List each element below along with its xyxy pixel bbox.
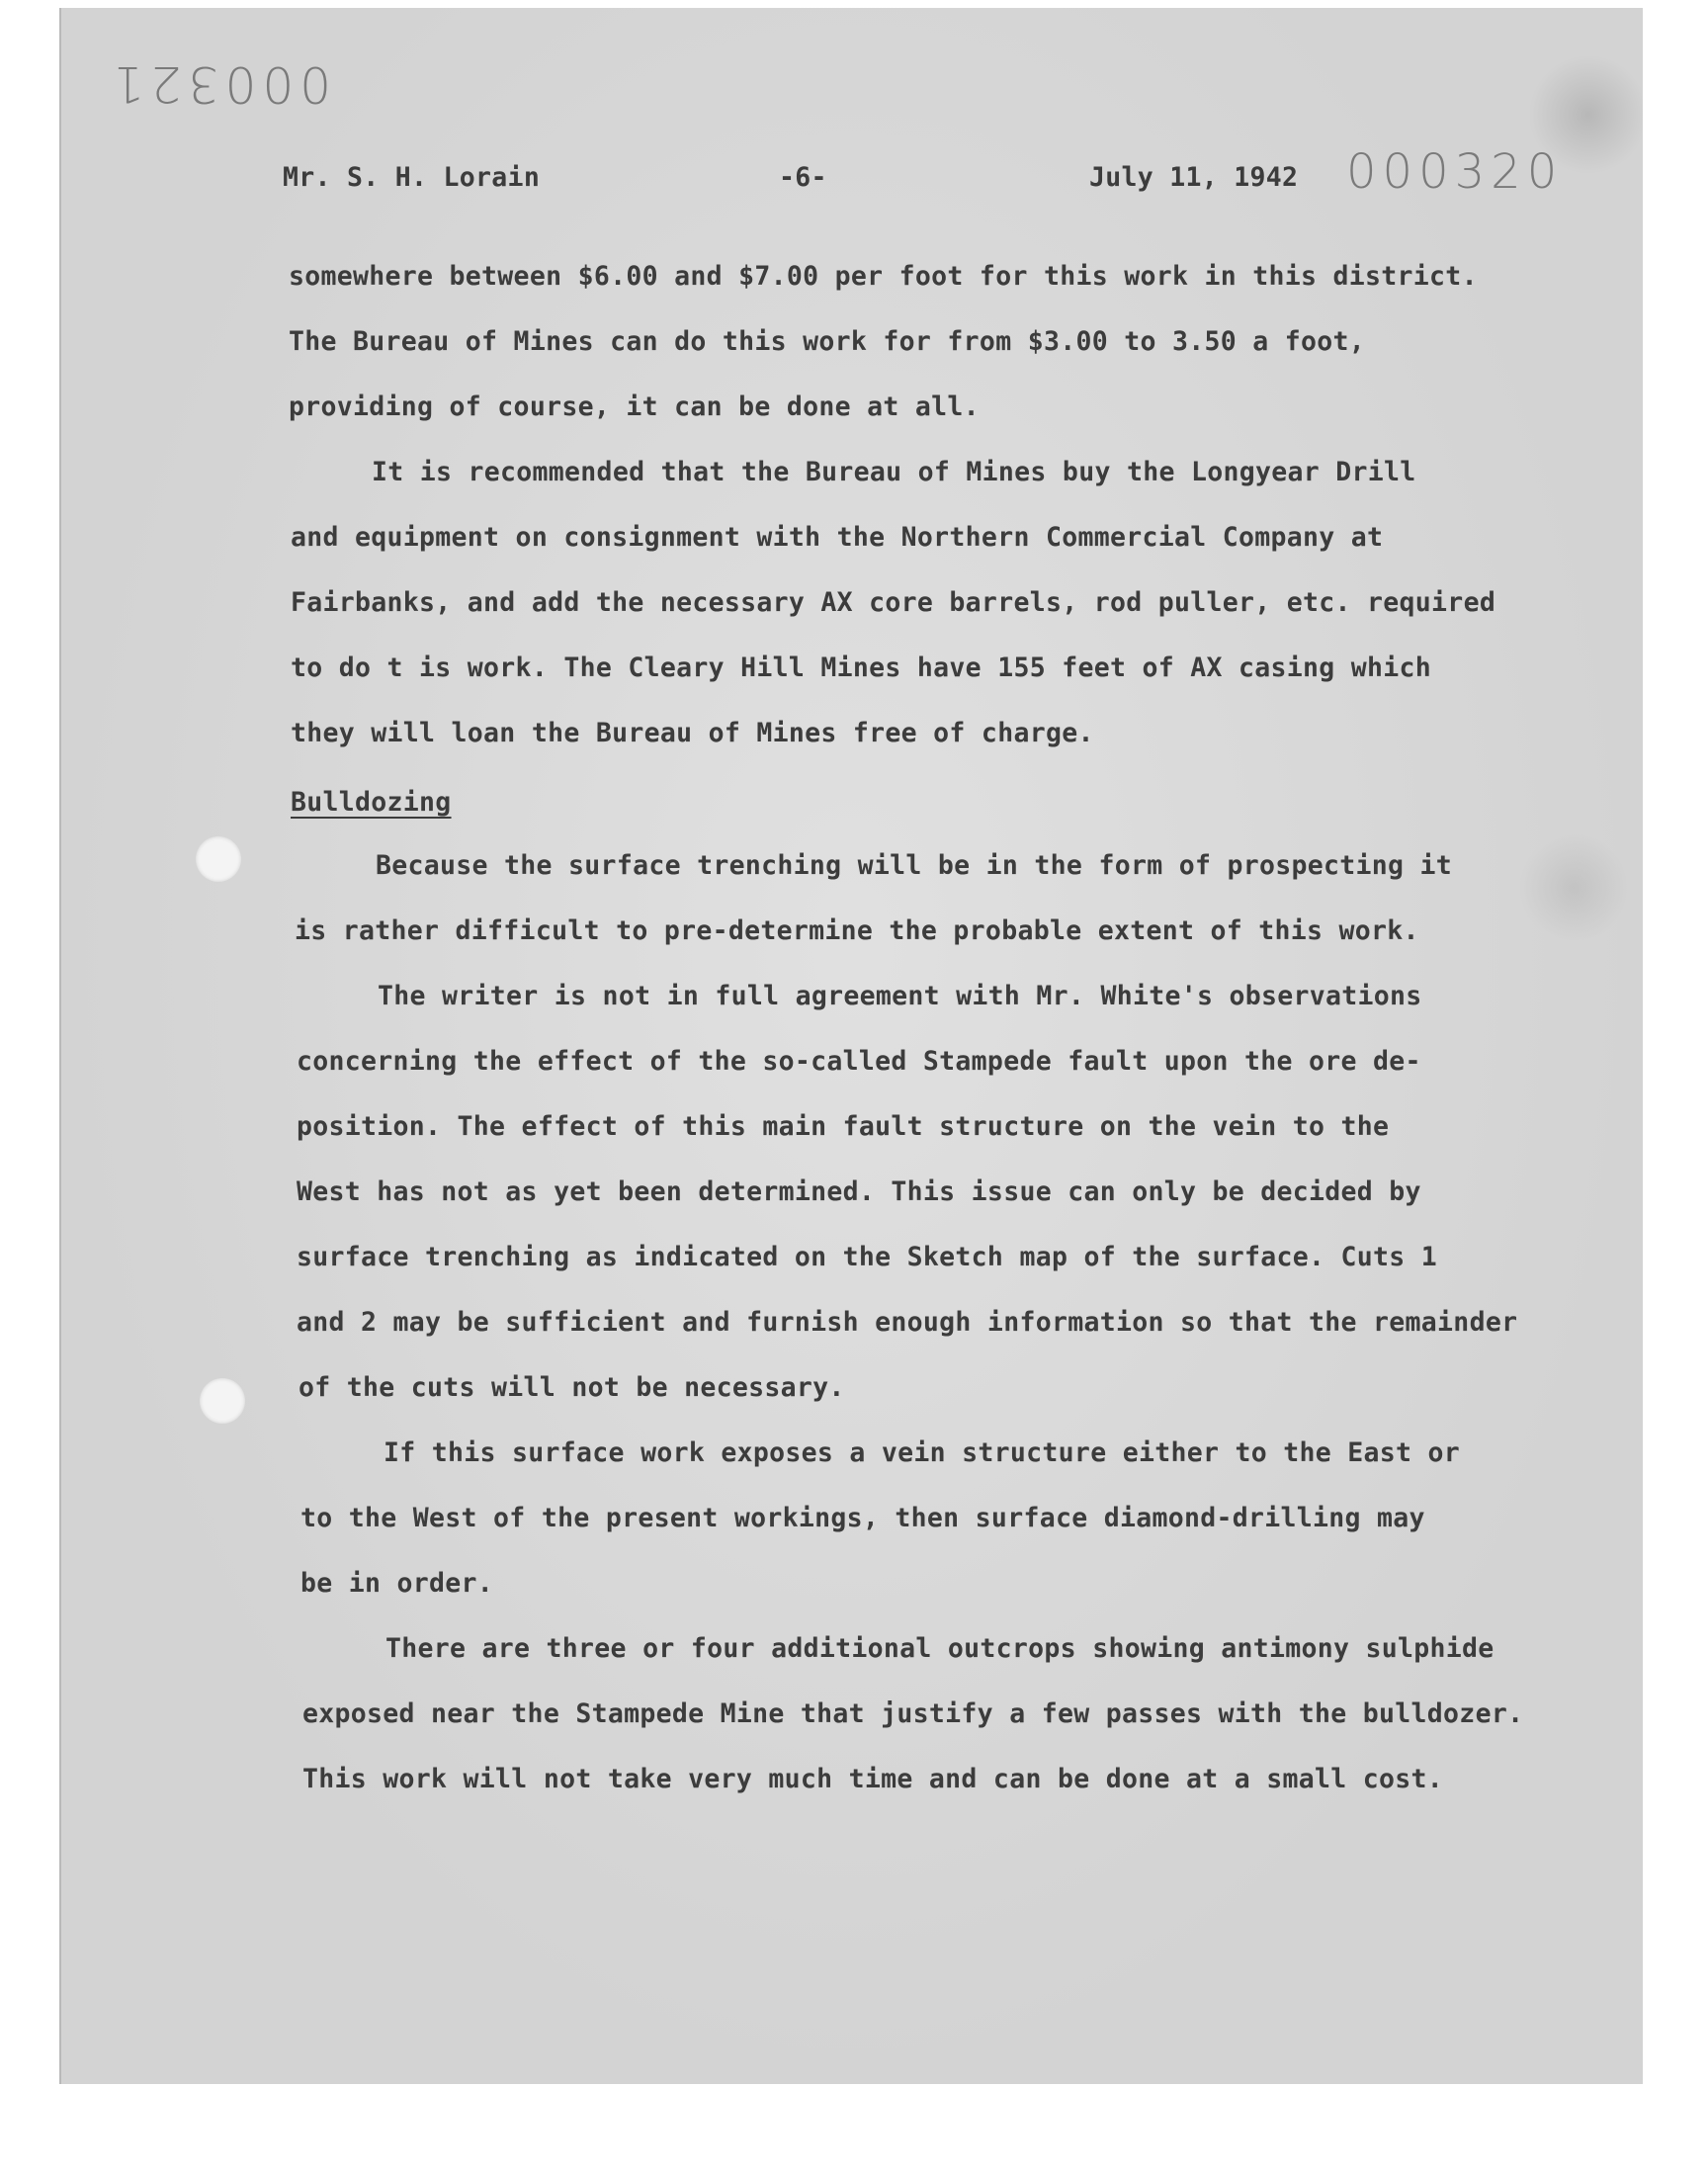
- bates-stamp-top: 000321: [107, 55, 331, 113]
- body-line: they will loan the Bureau of Mines free of charge.: [291, 718, 1094, 748]
- body-line: The Bureau of Mines can do this work for from $3.00 to 3.50 a foot,: [289, 326, 1366, 357]
- body-line: of the cuts will not be necessary.: [299, 1372, 845, 1403]
- punch-hole: [196, 836, 241, 882]
- bates-stamp-header: 000320: [1346, 144, 1564, 200]
- body-line: be in order.: [300, 1568, 494, 1599]
- body-line: It is recommended that the Bureau of Mines buy the Longyear Drill: [372, 457, 1416, 487]
- body-line: position. The effect of this main fault structure on the vein to the: [297, 1111, 1390, 1142]
- section-heading: Bulldozing: [291, 787, 452, 818]
- header-addressee: Mr. S. H. Lorain: [283, 162, 541, 193]
- body-line: somewhere between $6.00 and $7.00 per foot for this work in this district.: [289, 261, 1478, 292]
- body-line: providing of course, it can be done at all.: [289, 392, 980, 422]
- body-line: If this surface work exposes a vein structure either to the East or: [384, 1437, 1461, 1468]
- body-line: The writer is not in full agreement with Mr. White's observations: [378, 981, 1422, 1011]
- body-line: West has not as yet been determined. This issue can only be decided by: [297, 1176, 1421, 1207]
- punch-hole: [200, 1378, 245, 1424]
- body-line: to the West of the present workings, then surface diamond-drilling may: [300, 1503, 1425, 1533]
- body-line: and equipment on consignment with the Northern Commercial Company at: [291, 522, 1384, 553]
- body-line: exposed near the Stampede Mine that justify a few passes with the bulldozer.: [302, 1698, 1524, 1729]
- body-line: This work will not take very much time and can be done at a small cost.: [302, 1764, 1444, 1794]
- body-line: Because the surface trenching will be in the form of prospecting it: [376, 850, 1453, 881]
- body-line: There are three or four additional outcrops showing antimony sulphide: [385, 1633, 1494, 1664]
- body-line: surface trenching as indicated on the Sketch map of the surface. Cuts 1: [297, 1242, 1438, 1272]
- body-line: Fairbanks, and add the necessary AX core barrels, rod puller, etc. required: [291, 587, 1496, 618]
- body-line: and 2 may be sufficient and furnish enough information so that the remainder: [297, 1307, 1518, 1338]
- body-line: to do t is work. The Cleary Hill Mines have 155 feet of AX casing which: [291, 652, 1432, 683]
- header-date: July 11, 1942: [1089, 162, 1299, 193]
- header-page-number: -6-: [779, 162, 827, 193]
- body-line: concerning the effect of the so-called Stampede fault upon the ore de-: [297, 1046, 1421, 1077]
- body-line: is rather difficult to pre-determine the probable extent of this work.: [295, 915, 1419, 946]
